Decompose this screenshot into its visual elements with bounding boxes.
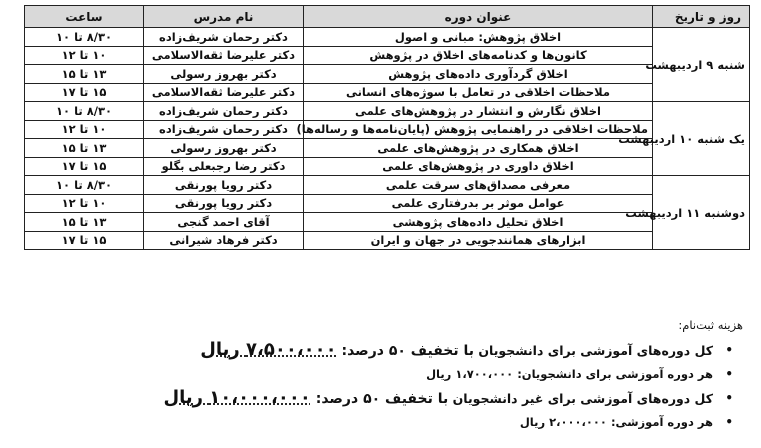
title-cell: اخلاق همکاری در پژوهش‌های علمی bbox=[304, 139, 653, 158]
time-cell: ۱۵ تا ۱۷ bbox=[25, 231, 144, 250]
title-cell: ابزارهای همانندجویی در جهان و ایران bbox=[304, 231, 653, 250]
time-cell: ۱۰ تا ۱۲ bbox=[25, 194, 144, 213]
teacher-cell: دکتر رحمان شریف‌زاده bbox=[144, 102, 304, 121]
title-cell: اخلاق پژوهش: مبانی و اصول bbox=[304, 28, 653, 47]
time-cell: ۱۰ تا ۱۲ bbox=[25, 46, 144, 65]
title-cell: اخلاق گردآوری داده‌های پژوهش bbox=[304, 65, 653, 84]
bullet-icon: • bbox=[725, 367, 733, 381]
fee-discount-price: ۷،۵۰۰،۰۰۰ ریال bbox=[200, 339, 337, 360]
teacher-cell: دکتر فرهاد شیرانی bbox=[144, 231, 304, 250]
fee-discount-label: با تخفیف ۵۰ درصد: bbox=[336, 343, 475, 359]
time-cell: ۱۰ تا ۱۲ bbox=[25, 120, 144, 139]
table-body bbox=[25, 28, 750, 250]
title-cell: ملاحظات اخلاقی در راهنمایی پژوهش (پایان‌نامه‌ها و رساله‌ها) bbox=[304, 120, 653, 139]
teacher-cell: دکتر رحمان شریف‌زاده bbox=[144, 28, 304, 47]
table-row bbox=[25, 102, 750, 121]
teacher-cell: دکتر بهروز رسولی bbox=[144, 139, 304, 158]
time-cell: ۸/۳۰ تا ۱۰ bbox=[25, 176, 144, 195]
fee-text: کل دوره‌های آموزشی برای غیر دانشجویان bbox=[448, 391, 713, 406]
fee-item bbox=[10, 411, 755, 433]
teacher-cell: دکتر علیرضا ثقه‌الاسلامی bbox=[144, 83, 304, 102]
title-cell: اخلاق نگارش و انتشار در پژوهش‌های علمی bbox=[304, 102, 653, 121]
title-cell: ملاحظات اخلاقی در تعامل با سوژه‌های انسانی bbox=[304, 83, 653, 102]
header-time: ساعت bbox=[25, 6, 144, 28]
time-cell: ۱۵ تا ۱۷ bbox=[25, 83, 144, 102]
fee-text: هر دوره آموزشی برای دانشجویان: ۱،۷۰۰،۰۰۰ ریال bbox=[426, 367, 713, 381]
registration-fees bbox=[10, 318, 755, 433]
fee-text: هر دوره آموزشی: ۲،۰۰۰،۰۰۰ ریال bbox=[519, 415, 713, 429]
day-cell: یک شنبه ۱۰ اردیبهشت bbox=[653, 102, 750, 176]
table-row bbox=[25, 65, 750, 84]
header-title: عنوان دوره bbox=[304, 6, 653, 28]
fee-discount-label: با تخفیف ۵۰ درصد: bbox=[310, 391, 449, 407]
table-row bbox=[25, 176, 750, 195]
fee-list bbox=[10, 337, 755, 433]
time-cell: ۱۳ تا ۱۵ bbox=[25, 213, 144, 232]
fee-item bbox=[10, 363, 755, 385]
header-teacher: نام مدرس bbox=[144, 6, 304, 28]
table-row bbox=[25, 46, 750, 65]
fee-item bbox=[10, 337, 755, 363]
bullet-icon: • bbox=[725, 391, 733, 405]
title-cell: معرفی مصداق‌های سرقت علمی bbox=[304, 176, 653, 195]
course-schedule-table bbox=[24, 5, 750, 250]
table-row bbox=[25, 157, 750, 176]
table-row bbox=[25, 28, 750, 47]
teacher-cell: دکتر علیرضا ثقه‌الاسلامی bbox=[144, 46, 304, 65]
table-row bbox=[25, 83, 750, 102]
time-cell: ۸/۳۰ تا ۱۰ bbox=[25, 28, 144, 47]
header-day: روز و تاریخ bbox=[653, 6, 750, 28]
teacher-cell: آقای احمد گنجی bbox=[144, 213, 304, 232]
fee-discount-price: ۱۰،۰۰۰،۰۰۰ ریال bbox=[163, 387, 311, 408]
fee-item bbox=[10, 385, 755, 411]
table-row bbox=[25, 231, 750, 250]
time-cell: ۱۳ تا ۱۵ bbox=[25, 139, 144, 158]
bullet-icon: • bbox=[725, 343, 733, 357]
fees-heading: هزینه ثبت‌نام: bbox=[678, 318, 743, 332]
teacher-cell: دکتر رضا رجبعلی بگلو bbox=[144, 157, 304, 176]
title-cell: اخلاق داوری در پژوهش‌های علمی bbox=[304, 157, 653, 176]
teacher-cell: دکتر بهروز رسولی bbox=[144, 65, 304, 84]
title-cell: عوامل موثر بر بدرفتاری علمی bbox=[304, 194, 653, 213]
day-cell: دوشنبه ۱۱ اردیبهشت bbox=[653, 176, 750, 250]
title-cell: کانون‌ها و کدنامه‌های اخلاق در پژوهش bbox=[304, 46, 653, 65]
bullet-icon: • bbox=[725, 415, 733, 429]
teacher-cell: دکتر رحمان شریف‌زاده bbox=[144, 120, 304, 139]
table-header-row bbox=[25, 6, 750, 28]
table-row bbox=[25, 120, 750, 139]
fee-text: کل دوره‌های آموزشی برای دانشجویان bbox=[474, 343, 713, 358]
title-cell: اخلاق تحلیل داده‌های پژوهشی bbox=[304, 213, 653, 232]
time-cell: ۱۳ تا ۱۵ bbox=[25, 65, 144, 84]
teacher-cell: دکتر رویا پورنقی bbox=[144, 176, 304, 195]
day-cell: شنبه ۹ اردیبهشت bbox=[653, 28, 750, 102]
time-cell: ۱۵ تا ۱۷ bbox=[25, 157, 144, 176]
teacher-cell: دکتر رویا پورنقی bbox=[144, 194, 304, 213]
time-cell: ۸/۳۰ تا ۱۰ bbox=[25, 102, 144, 121]
